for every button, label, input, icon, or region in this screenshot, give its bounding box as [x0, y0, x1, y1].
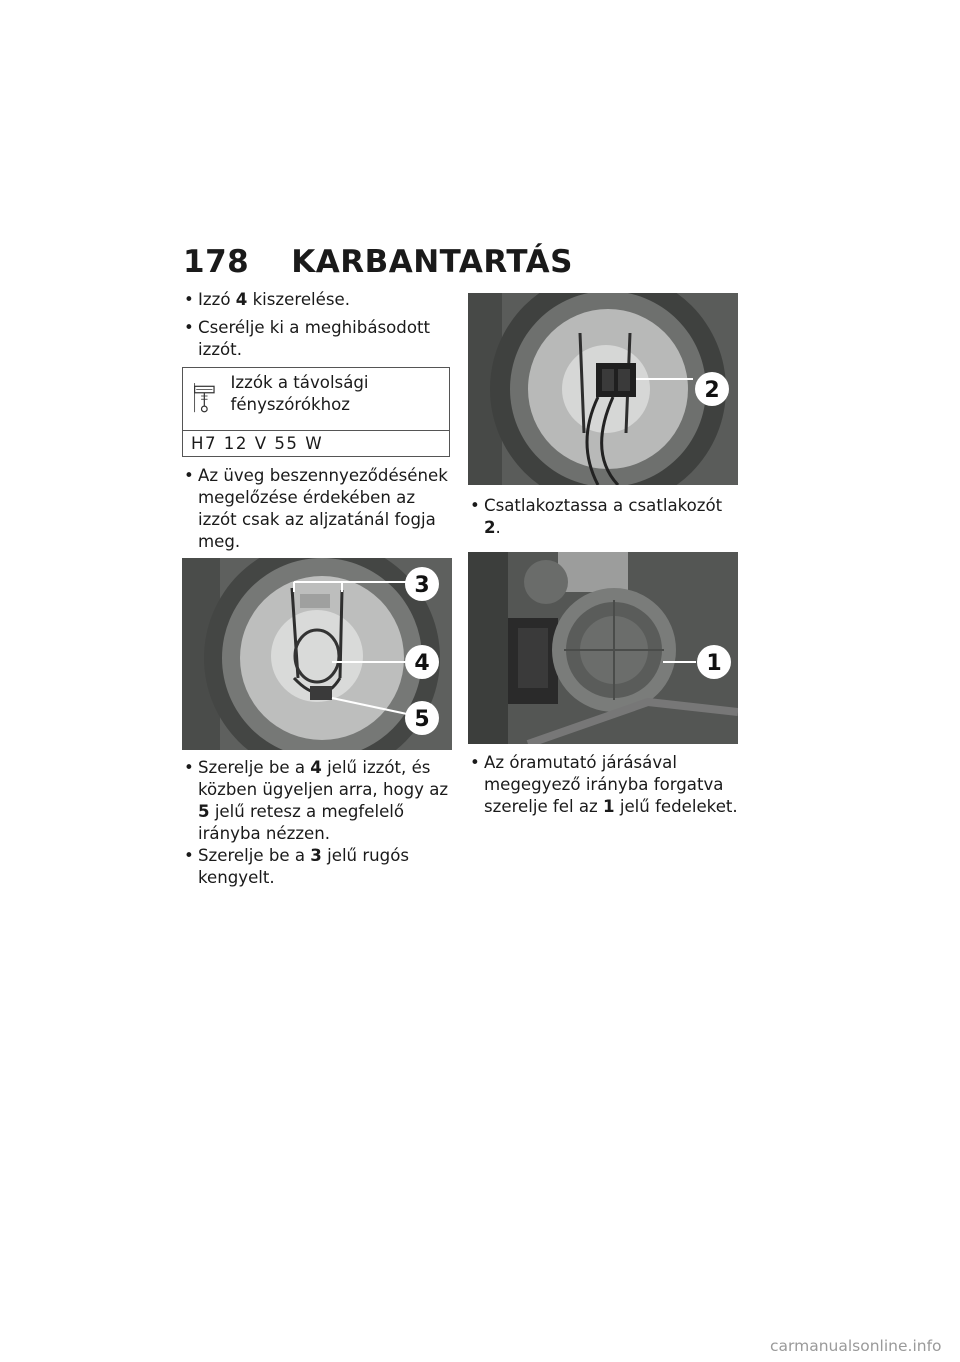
step-install-clip: • Szerelje be a 3 jelű rugós kengyelt.	[184, 846, 410, 887]
watermark: carmanualsonline.info	[770, 1337, 942, 1355]
photo-label-4: 4	[414, 651, 430, 676]
bulb-spec-value: H7 12 V 55 W	[191, 434, 324, 453]
ref-number: 4	[235, 290, 248, 309]
ref-number: 5	[198, 802, 210, 821]
bulb-spec-table	[182, 367, 450, 457]
step-replace-bulb: • Cserélje ki a meghibásodott izzót.	[184, 318, 430, 359]
bullet: •	[184, 758, 194, 777]
photo-label-3: 3	[414, 573, 430, 598]
step-glass-note: • Az üveg beszennyeződésének megelőzése érdekében az izzót csak az aljzatánál fogja meg.	[184, 466, 448, 551]
right-column	[468, 293, 736, 545]
bullet: •	[470, 753, 480, 772]
left-bottom-steps	[182, 757, 452, 889]
bullet: •	[470, 496, 480, 515]
page-header	[183, 244, 573, 280]
left-column	[182, 289, 450, 559]
bullet: •	[184, 290, 194, 309]
photo-label-2: 2	[704, 378, 720, 403]
bullet: •	[184, 846, 194, 865]
bullet: •	[184, 466, 194, 485]
step-install-bulb: • Szerelje be a 4 jelű izzót, és közben ügyeljen arra, hogy az 5 jelű retesz a megfelelő irányba nézzen.	[184, 758, 449, 843]
ref-number: 4	[310, 758, 322, 777]
section-title: KARBANTARTÁS	[291, 244, 573, 280]
photo-label-1: 1	[706, 651, 722, 676]
photo-cover	[468, 552, 738, 744]
ref-number: 1	[603, 797, 615, 816]
bulb-spec-header	[183, 368, 449, 431]
photo-label-5: 5	[414, 707, 430, 732]
page-number: 178	[183, 244, 250, 280]
bulb-icon	[193, 374, 221, 418]
step-remove-bulb: • Izzó 4 kiszerelése.	[184, 290, 350, 309]
right-bottom-steps	[468, 752, 738, 824]
ref-number: 3	[310, 846, 322, 865]
bullet: •	[184, 318, 194, 337]
step-install-cover: • Az óramutató járásával megegyező irányba forgatva szerelje fel az 1 jelű fedeleket.	[470, 753, 738, 816]
photo-connector	[468, 293, 738, 485]
ref-number: 2	[484, 518, 496, 537]
step-connect-connector: • Csatlakoztassa a csatlakozót 2.	[470, 496, 723, 537]
photo-bulb-clip	[182, 558, 452, 750]
bulb-spec-title: Izzók a távolsági fényszórókhoz	[230, 373, 369, 414]
